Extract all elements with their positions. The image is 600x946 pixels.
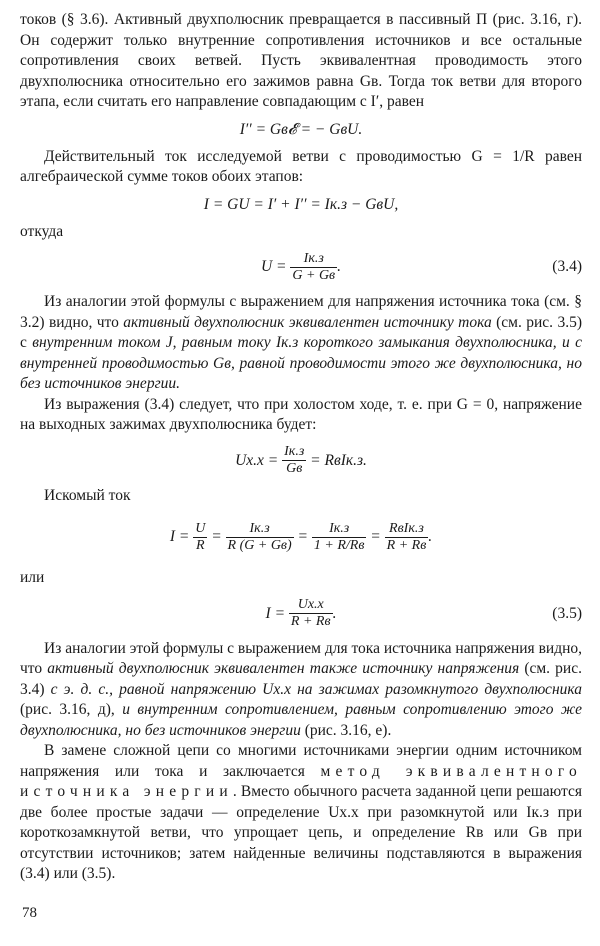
paragraph-1: токов (§ 3.6). Активный двухполюсник превращается в пассивный П (рис. 3.16, г). Он содержит только внутренние сопротивления источников и все остальные сопротивления своих ветвей. Пусть эквивалентная проводимость этого двухполюсника относительно его зажимов равна Gв. Тогда ток ветви для второго этапа, если считать его направление совпадающим с I′, равен [20,11,582,110]
text-run: (рис. 3.16, е). [300,721,392,739]
equation-tail: . [332,604,337,622]
fraction-numerator: Uх.х [289,597,333,614]
equation-lhs: U = [260,258,287,275]
equation-current-sum [20,194,582,216]
fraction-denominator: R + Rв [290,614,331,630]
fraction [282,444,306,477]
equation-3-4 [20,248,582,286]
fraction [226,521,294,554]
text-run: Из аналогии этой формулы с выражением для тока источника напряжения видно, что [20,639,582,677]
text-run: (см. рис. 3.4) [20,660,582,698]
italic-run: с э. д. с., равной напряжению Uх.х на зажимах разомкнутого двухполюсника [50,680,582,698]
equation-number: (3.4) [552,258,582,275]
equation-current [20,512,582,562]
equation-rhs: = RвIк.з. [310,451,367,469]
equation-text: I = GU = I′ + I′′ = Iк.з − GвU, [203,195,399,213]
fraction [312,521,367,554]
equation-lhs: I = [169,528,190,545]
equals-sign: = [297,528,309,545]
fraction-denominator: R (G + Gв) [227,537,292,553]
fraction-denominator: Gв [286,461,303,477]
fraction-denominator: R [195,537,205,553]
paragraph-4: Из выражения (3.4) следует, что при холостом ходе, т. е. при G = 0, напряжение на выходных зажимах двухполюсника будет: [20,395,582,433]
equals-sign: = [370,528,381,545]
fraction [385,521,429,554]
equation-tail: . [337,258,342,275]
paragraph-iskomy: Искомый ток [44,486,131,504]
equals-sign: = [211,528,222,545]
page-body [20,10,582,885]
equation-text: I′′ = Gв𝓔 = − GвU. [239,120,363,138]
fraction-denominator: G + Gв [292,267,336,283]
equation-lhs: I = [265,604,286,622]
fraction-numerator: Iк.з [290,251,337,268]
spaced-term: метод эквивалентного источника энергии [20,762,582,800]
italic-run: внутренним током J, равным току Iк.з короткого замыкания двухполюсника, и с внутренней проводимостью Gв, равной проводимости этого же двухполюсника, но без источников энергии. [20,334,582,392]
fraction [290,251,337,284]
fraction-denominator: 1 + R/Rв [313,537,365,553]
fraction-numerator: U [195,520,206,536]
italic-run: и внутренним сопротивлением, равным сопротивлению этого же двухполюсника, но без источников энергии [20,701,582,739]
equation-3-5 [20,595,582,633]
fraction-denominator: R + Rв [386,537,427,553]
paragraph-3 [20,292,582,395]
fraction-numerator: Iк.з [312,521,367,538]
fraction-numerator: RвIк.з [385,521,429,538]
fraction [289,597,333,630]
italic-run: активный двухполюсник эквивалентен источнику тока [123,313,492,331]
paragraph-ili: или [20,569,45,586]
paragraph-2: Действительный ток исследуемой ветви с проводимостью G = 1/R равен алгебраической сумме токов обоих этапов: [20,147,582,185]
text-run: (см. рис. 3.5) с [20,313,582,351]
equation-uxx [20,442,582,480]
text-run: . Вместо обычного расчета заданной цепи решаются две более простые задачи — определение Uх.х при разомкнутой или Iк.з при короткозамкнутой ветви, что упрощает цепь, и определение Rв или Gв при отсутствии источников; затем найденные величины подставляются в выражения (3.4) или (3.5). [20,783,582,882]
equation-i-double-prime [20,119,582,141]
paragraph-6 [20,741,582,885]
equation-lhs: Uх.х = [235,451,279,469]
fraction-numerator: Iк.з [284,444,305,460]
fraction [193,521,207,554]
paragraph-otkuda: откуда [20,222,64,240]
equation-number: (3.5) [552,604,582,622]
text-run: В замене сложной цепи со многими источниками энергии одним источником напряжения или тока и заключается [20,742,582,780]
text-run: Из аналогии этой формулы с выражением для напряжения источника тока (см. § 3.2) видно, что [20,293,582,331]
page-number: 78 [22,905,37,921]
paragraph-5 [20,639,582,742]
fraction-numerator: Iк.з [226,521,294,538]
text-run: (рис. 3.16, д), [20,701,123,718]
equation-tail: . [428,528,433,545]
italic-run: активный двухполюсник эквивалентен также источнику напряжения [47,660,520,677]
